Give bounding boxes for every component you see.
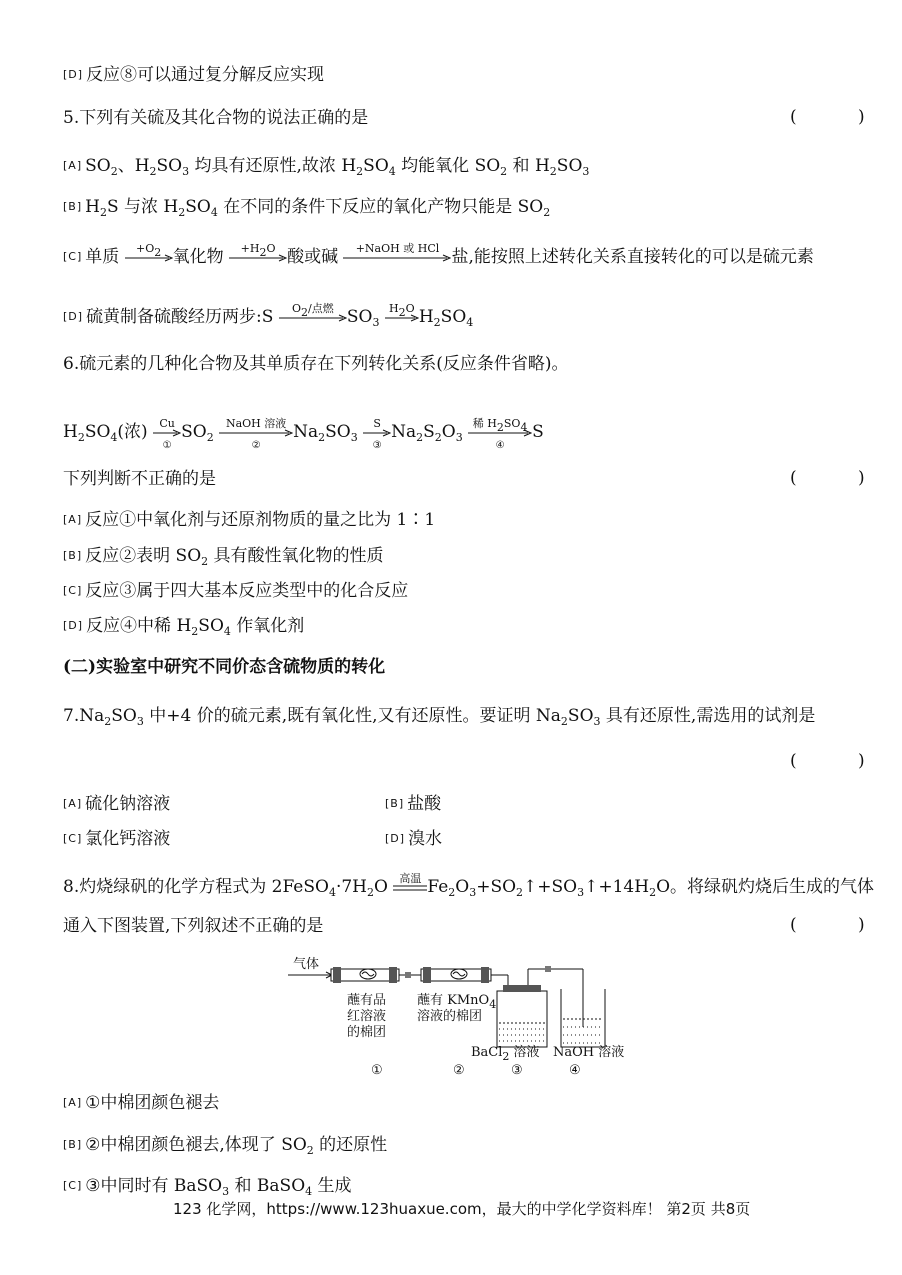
- option-8b: [B] ②中棉团颜色褪去,体现了 $SO_2$ 的还原性: [63, 1135, 388, 1157]
- arrow-plus-o2: $+O_2$: [125, 254, 173, 262]
- question-6-ask: 下列判断不正确的是: [63, 469, 216, 489]
- arrow-1: Cu ①: [153, 429, 181, 437]
- question-5: 5.下列有关硫及其化合物的说法正确的是: [63, 108, 369, 128]
- section-heading-2: (二)实验室中研究不同价态含硫物质的转化: [63, 657, 386, 677]
- label-beaker-4: NaOH 溶液: [553, 1045, 625, 1060]
- option-7a: [A] 硫化钠溶液: [63, 794, 171, 814]
- option-8a: [A] ①中棉团颜色褪去: [63, 1093, 220, 1113]
- option-5b: [B] $H_2S$ 与浓 $H_2SO_4$ 在不同的条件下反应的氧化产物只能是 $SO_2$: [63, 197, 551, 219]
- arrow-h2o: $H_2O$: [385, 314, 419, 322]
- label-cotton-2: 蘸有 KMnO$_4$ 溶液的棉团: [417, 993, 497, 1024]
- option-5d: [D] 硫黄制备硫酸经历两步:S $O_2/$点燃 $SO_3$ $H_2O$ $H_2SO_4$: [63, 301, 474, 329]
- number-1: ①: [371, 1063, 383, 1078]
- label-bottle-3: BaCl$_2$ 溶液: [471, 1045, 540, 1063]
- arrow-2: NaOH 溶液 ②: [219, 429, 293, 437]
- option-8c: [C] ③中同时有 BaSO$_3$ 和 BaSO$_4$ 生成: [63, 1176, 352, 1198]
- number-2: ②: [453, 1063, 465, 1078]
- arrow-3: S ③: [363, 429, 391, 437]
- number-4: ④: [569, 1063, 581, 1078]
- option-6b: [B] 反应②表明 $SO_2$ 具有酸性氧化物的性质: [63, 546, 384, 568]
- arrow-o2-ignite: $O_2/$点燃: [279, 314, 347, 322]
- option-5c: [C] 单质 $+O_2$ 氧化物 $+H_2O$ 酸或碱 +NaOH 或 HCl 盐,能按照上述转化关系直接转化的可以是硫元素: [63, 241, 814, 267]
- option-6c: [C] 反应③属于四大基本反应类型中的化合反应: [63, 581, 409, 601]
- question-7: $7.Na_2SO_3$ 中+4 价的硫元素,既有氧化性,又有还原性。要证明 $Na_2SO_3$ 具有还原性,需选用的试剂是: [63, 706, 816, 728]
- option-5a: [A] $SO_2$、$H_2SO_3$ 均具有还原性,故浓 $H_2SO_4$ 均能氧化 $SO_2$ 和 $H_2SO_3$: [63, 156, 590, 178]
- option-6d: [D] 反应④中稀 $H_2SO_4$ 作氧化剂: [63, 616, 305, 638]
- answer-paren-8: ( ): [790, 915, 893, 935]
- question-6: 6.硫元素的几种化合物及其单质存在下列转化关系(反应条件省略)。: [63, 354, 569, 374]
- number-3: ③: [511, 1063, 523, 1078]
- equal-sign-heat: 高温: [399, 871, 422, 885]
- option-7d: [D] 溴水: [385, 829, 443, 849]
- question-8: 8.灼烧绿矾的化学方程式为 $2FeSO_4\cdot 7H_2O$ 高温 $Fe_2O_3+SO_2↑+SO_3↑+14H_2O$。将绿矾灼烧后生成的气体: [63, 871, 875, 899]
- gas-label: 气体: [293, 957, 320, 972]
- page-footer: 123 化学网，https://www.123huaxue.com，最大的中学化学资料库！ 第2页 共8页: [173, 1200, 751, 1218]
- arrow-plus-h2o: $+H_2O$: [229, 254, 287, 262]
- option-4d: [D] 反应⑧可以通过复分解反应实现: [63, 65, 325, 85]
- option-7b: [B] 盐酸: [385, 794, 442, 814]
- label-cotton-1: 蘸有品 红溶液 的棉团: [347, 993, 387, 1040]
- apparatus-diagram: [283, 955, 623, 1080]
- answer-paren-6: ( ): [790, 468, 893, 488]
- arrow-4: 稀 $H_2SO_4$ ④: [468, 429, 532, 437]
- arrow-naoh-hcl: +NaOH 或 HCl: [343, 254, 451, 262]
- option-7c: [C] 氯化钙溶液: [63, 829, 171, 849]
- answer-paren-5: ( ): [790, 107, 893, 127]
- option-6a: [A] 反应①中氧化剂与还原剂物质的量之比为 1∶1: [63, 510, 436, 530]
- answer-paren-7: ( ): [790, 751, 893, 771]
- question-8-line2: 通入下图装置,下列叙述不正确的是: [63, 916, 324, 936]
- reaction-chain: $H_2SO_4$(浓) Cu ① $SO_2$ NaOH 溶液 ② $Na_2SO_3$ S ③ $Na_2S_2O_3$ 稀 $H_2SO_4$ ④ S: [63, 416, 544, 451]
